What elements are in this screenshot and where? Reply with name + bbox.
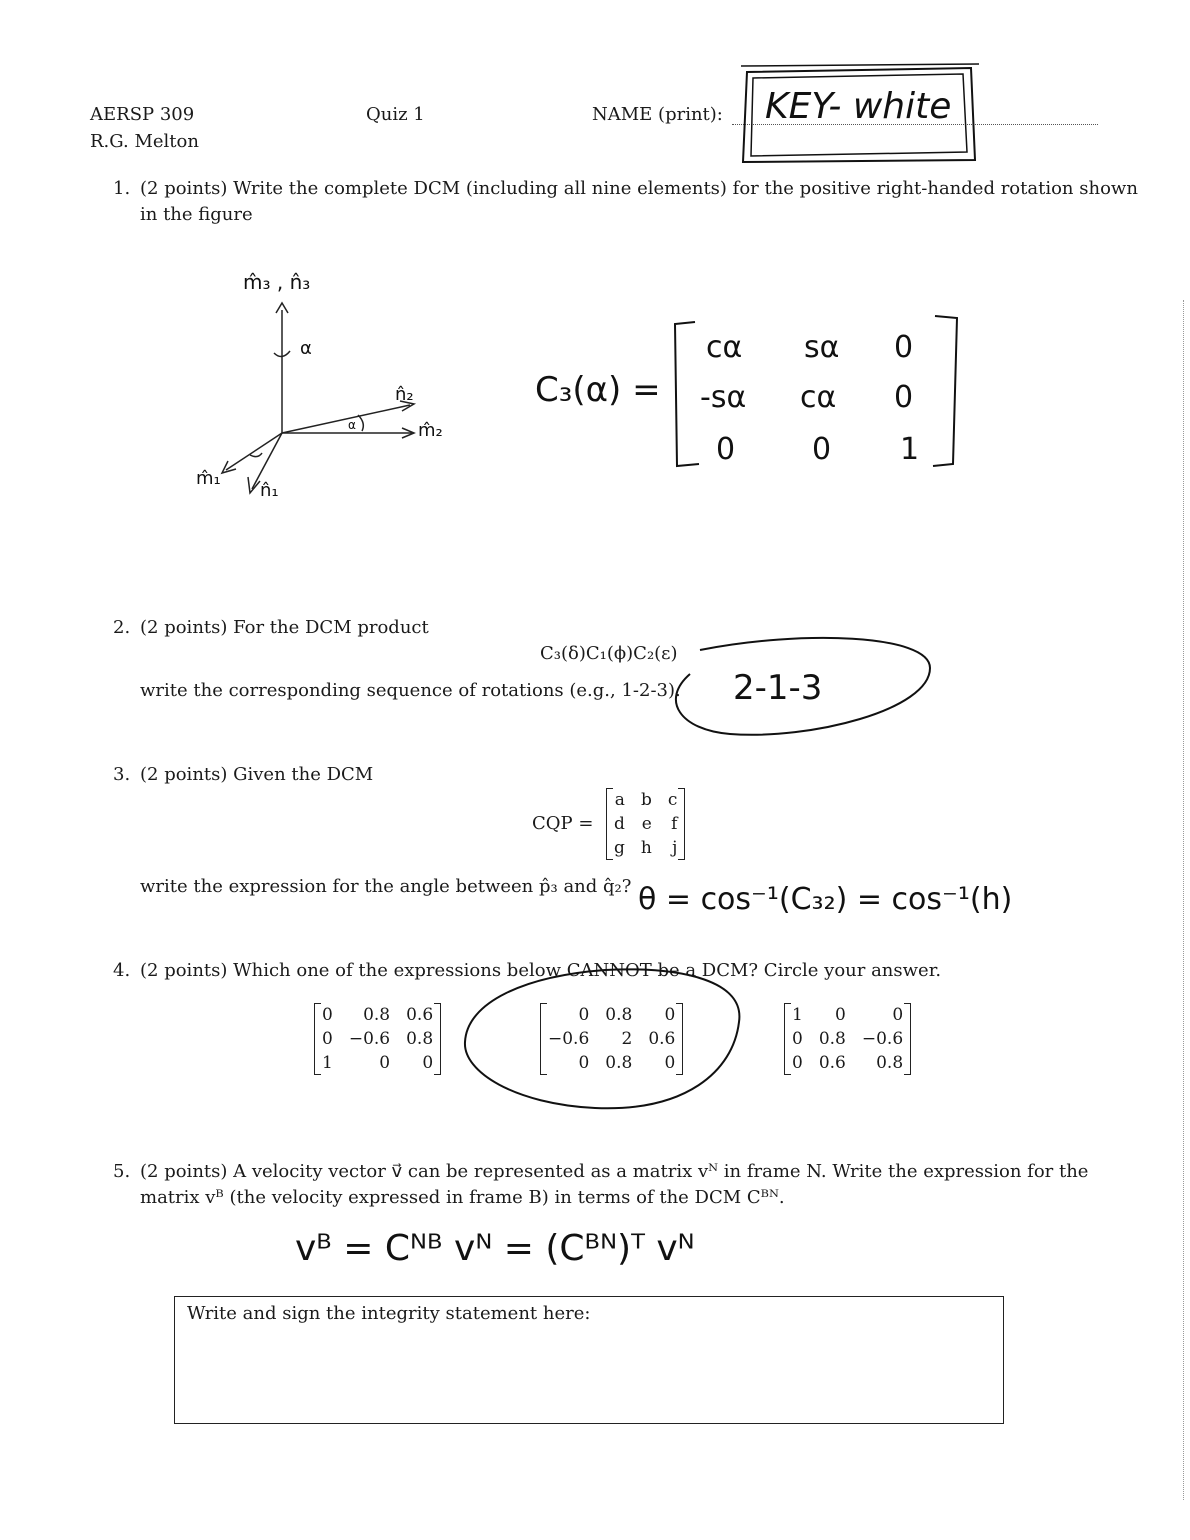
q4-matrix-1[interactable] [314, 1003, 441, 1075]
q4-cell: 0 [422, 1053, 434, 1073]
q4-cell: 0.6 [648, 1029, 676, 1049]
q3-number: 3. [113, 764, 131, 785]
q1-m23: 0 [894, 380, 914, 415]
q4-cell: 0 [664, 1053, 676, 1073]
q4-cell: 0.8 [876, 1053, 904, 1073]
q3-text: (2 points) Given the DCM [140, 764, 374, 785]
q3-cell: c [667, 790, 678, 810]
q1-answer-lhs: C₃(α) = [535, 370, 661, 410]
integrity-box[interactable] [174, 1296, 1004, 1424]
q1-text-line2: in the figure [140, 204, 253, 225]
quiz-title: Quiz 1 [366, 104, 425, 125]
name-label: NAME (print): [592, 104, 723, 125]
q1-m33: 1 [900, 432, 920, 467]
q4-cell: −0.6 [348, 1029, 391, 1049]
q4-answer-circle [455, 962, 755, 1117]
q4-cell: 0 [322, 1029, 333, 1049]
q5-text-line2: matrix vᴮ (the velocity expressed in frame B) in terms of the DCM Cᴮᴺ. [140, 1187, 785, 1208]
instructor-name: R.G. Melton [90, 131, 199, 152]
q1-number: 1. [113, 178, 131, 199]
q3-cell: e [641, 814, 652, 834]
q4-cell: 1 [322, 1053, 333, 1073]
q4-cell: 0.8 [605, 1053, 633, 1073]
q4-cell: 0 [578, 1005, 590, 1025]
q3-cell: f [671, 814, 678, 834]
q2-text: (2 points) For the DCM product [140, 617, 429, 638]
fig-label-m2: m̂₂ [418, 420, 443, 441]
q3-cell: h [640, 838, 652, 858]
q3-matrix [606, 788, 685, 860]
fig-label-m3-n3: m̂₃ , n̂₃ [243, 270, 311, 294]
q3-answer: θ = cos⁻¹(C₃₂) = cos⁻¹(h) [638, 882, 1013, 917]
course-code: AERSP 309 [90, 104, 195, 125]
q4-cell: 0.8 [605, 1005, 633, 1025]
q4-cell: −0.6 [861, 1029, 904, 1049]
q3-cell: b [640, 790, 652, 810]
q4-cell: 0 [322, 1005, 333, 1025]
q1-m13: 0 [894, 330, 914, 365]
fig-label-n1: n̂₁ [260, 480, 279, 501]
q1-m21: -sα [700, 380, 747, 415]
q4-cell: 0.8 [406, 1029, 434, 1049]
fig-label-n2: n̂₂ [395, 384, 414, 405]
q4-cell: 0 [664, 1005, 676, 1025]
fig-label-m1: m̂₁ [196, 468, 221, 489]
q1-m32: 0 [812, 432, 832, 467]
q3-cell: d [614, 814, 625, 834]
q1-text-line1: (2 points) Write the complete DCM (including all nine elements) for the positive right-handed rotation shown [140, 178, 1138, 199]
q3-text2: write the expression for the angle between p̂₃ and q̂₂? [140, 876, 632, 897]
q5-text-line1: (2 points) A velocity vector v⃗ can be represented as a matrix vᴺ in frame N. Write the expression for the [140, 1161, 1089, 1182]
integrity-label: Write and sign the integrity statement here: [187, 1303, 591, 1324]
fig-label-alpha: α [300, 338, 312, 359]
q4-cell: 0 [578, 1053, 590, 1073]
q2-number: 2. [113, 617, 131, 638]
q4-cell: 0.6 [406, 1005, 434, 1025]
q3-cell: g [614, 838, 625, 858]
q1-m22: cα [800, 380, 837, 415]
q2-answer: 2-1-3 [733, 668, 823, 708]
q4-cell: 2 [621, 1029, 633, 1049]
q4-number: 4. [113, 960, 131, 981]
q4-text: (2 points) Which one of the expressions below CANNOT be a DCM? Circle your answer. [140, 960, 942, 981]
q5-number: 5. [113, 1161, 131, 1182]
q4-cell: 0 [792, 1053, 803, 1073]
q4-cell: 0.8 [818, 1029, 846, 1049]
q3-cell: j [672, 838, 678, 858]
rotation-figure [190, 265, 470, 515]
q1-m12: sα [804, 330, 840, 365]
q4-cell: 0 [792, 1029, 803, 1049]
q1-m31: 0 [716, 432, 736, 467]
q4-cell: 0 [892, 1005, 904, 1025]
q3-cell: a [614, 790, 625, 810]
q4-cell: 0 [835, 1005, 846, 1025]
q4-cell: 0.8 [363, 1005, 391, 1025]
q4-matrix-3[interactable] [784, 1003, 911, 1075]
q5-answer: vᴮ = Cᴺᴮ vᴺ = (Cᴮᴺ)ᵀ vᴺ [295, 1228, 695, 1269]
q1-m11: cα [706, 330, 743, 365]
name-answer: KEY- white [765, 86, 952, 127]
q4-cell: 1 [792, 1005, 803, 1025]
q2-product: C₃(δ)C₁(ϕ)C₂(ε) [540, 643, 678, 664]
scan-edge [1183, 300, 1184, 1500]
q4-cell: −0.6 [548, 1029, 590, 1049]
q4-cell: 0 [379, 1053, 391, 1073]
q2-text2: write the corresponding sequence of rotations (e.g., 1-2-3). [140, 680, 681, 701]
q4-cell: 0.6 [818, 1053, 846, 1073]
q3-lhs: CQP = [532, 813, 594, 834]
fig-label-alpha-small: α [348, 418, 356, 432]
